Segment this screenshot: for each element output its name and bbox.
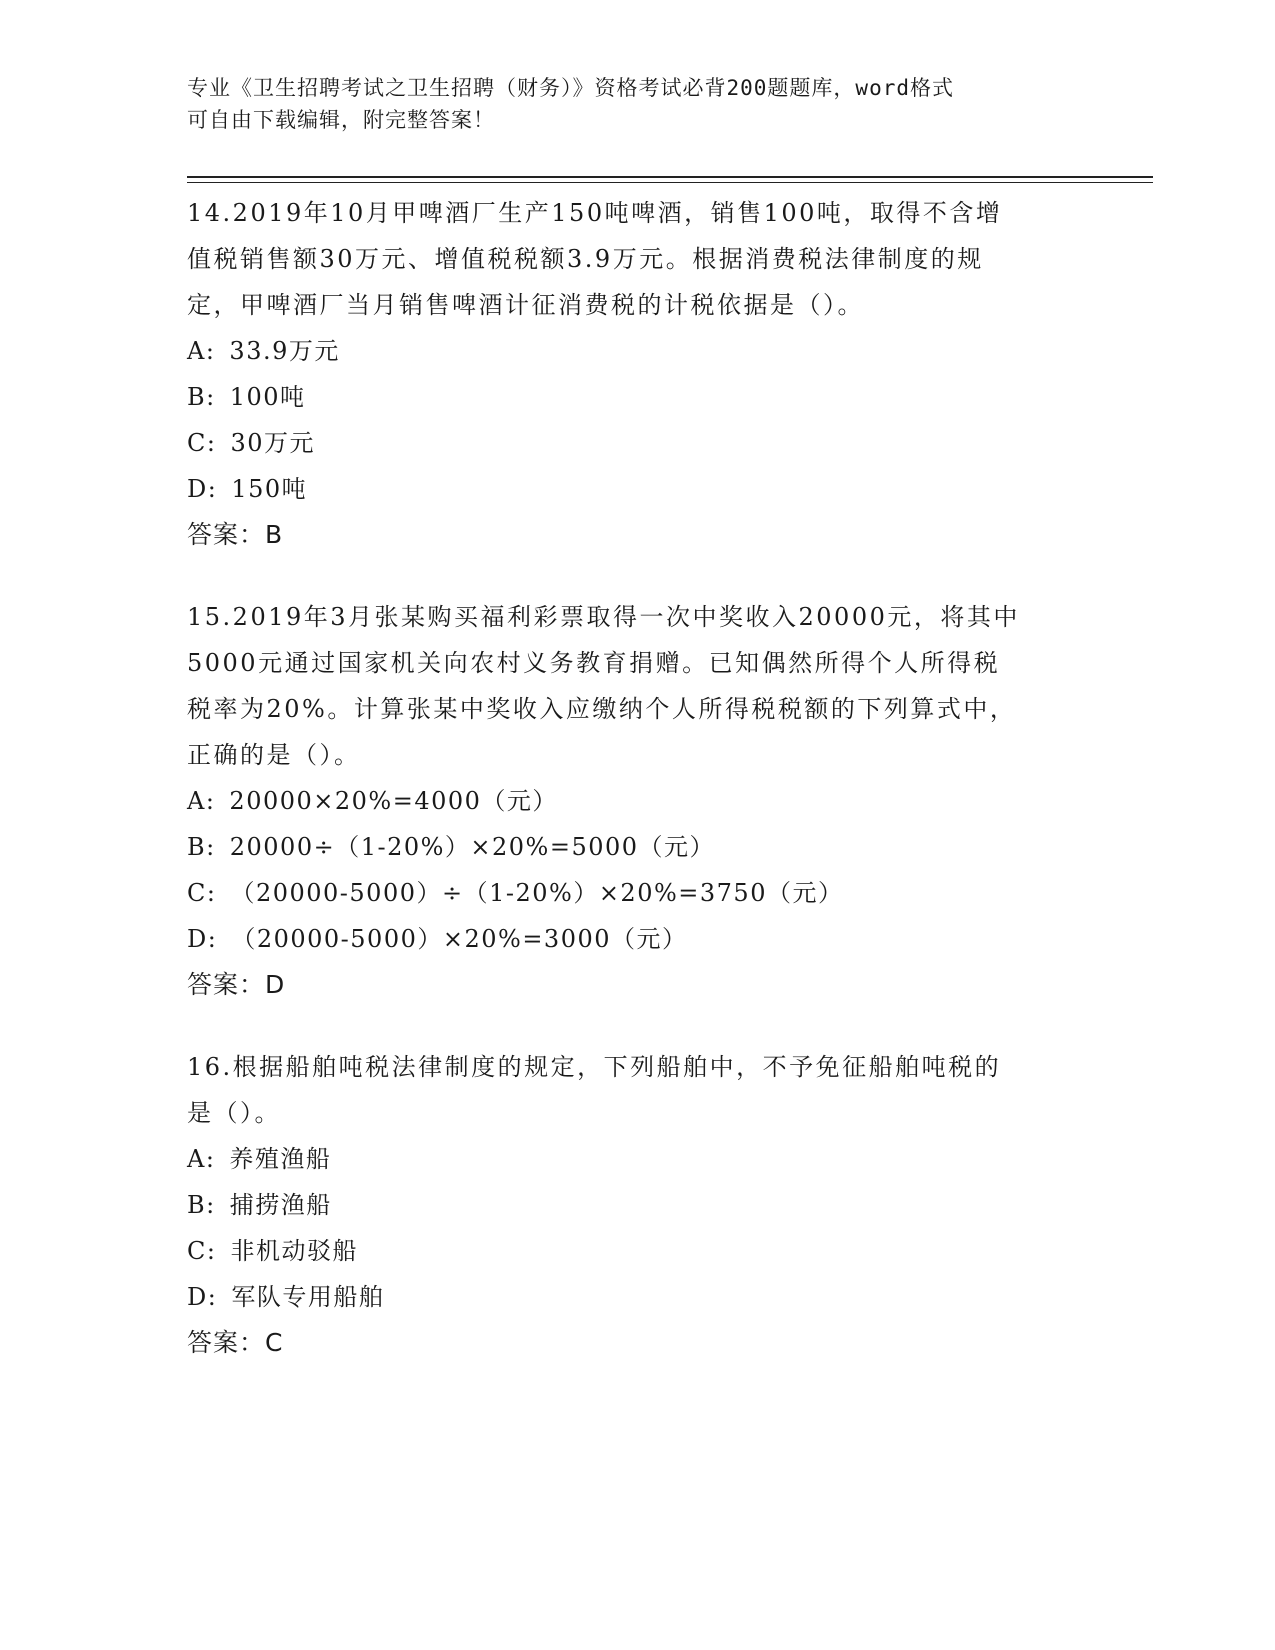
option-c: [187, 870, 1087, 916]
stem-line: 税率为20%。计算张某中奖收入应缴纳个人所得税税额的下列算式中，: [187, 695, 1017, 723]
question-stem: [187, 190, 1087, 328]
option-d: [187, 916, 1087, 962]
question-16: [187, 1044, 1087, 1366]
stem-line: 16.根据船舶吨税法律制度的规定，下列船舶中，不予免征船舶吨税的: [187, 1053, 1002, 1081]
option-letter: C:: [187, 429, 217, 457]
option-d: [187, 1274, 1087, 1320]
header-line-1: 专业《卫生招聘考试之卫生招聘（财务）》资格考试必背200题题库，word格式: [187, 76, 954, 100]
option-text: 非机动驳船: [230, 1237, 358, 1265]
stem-line: 14.2019年10月甲啤酒厂生产150吨啤酒，销售100吨，取得不含增: [187, 199, 1003, 227]
stem-line: 5000元通过国家机关向农村义务教育捐赠。已知偶然所得个人所得税: [187, 649, 1001, 677]
option-letter: B:: [187, 833, 216, 861]
question-15: [187, 594, 1087, 1008]
option-letter: B:: [187, 383, 216, 411]
option-c: [187, 420, 1087, 466]
option-text: （20000-5000）÷（1-20%）×20%=3750（元）: [230, 879, 844, 907]
option-letter: C:: [187, 879, 217, 907]
option-letter: C:: [187, 1237, 217, 1265]
option-a: [187, 1136, 1087, 1182]
stem-line: 定，甲啤酒厂当月销售啤酒计征消费税的计税依据是（）。: [187, 291, 864, 319]
answer-line: 答案：B: [187, 520, 284, 549]
option-letter: A:: [187, 1145, 216, 1173]
option-text: 150吨: [231, 475, 308, 503]
question-stem: [187, 1044, 1087, 1136]
option-text: 33.9万元: [229, 337, 340, 365]
option-b: [187, 1182, 1087, 1228]
option-d: [187, 466, 1087, 512]
option-text: 捕捞渔船: [229, 1191, 332, 1219]
header-line-2: 可自由下载编辑，附完整答案！: [187, 108, 495, 132]
option-text: 30万元: [230, 429, 315, 457]
question-14: [187, 190, 1087, 558]
option-text: 20000×20%=4000（元）: [229, 787, 558, 815]
stem-line: 15.2019年3月张某购买福利彩票取得一次中奖收入20000元，将其中: [187, 603, 1020, 631]
option-c: [187, 1228, 1087, 1274]
option-letter: A:: [187, 337, 216, 365]
stem-line: 值税销售额30万元、增值税税额3.9万元。根据消费税法律制度的规: [187, 245, 984, 273]
option-text: （20000-5000）×20%=3000（元）: [231, 925, 688, 953]
option-b: [187, 824, 1087, 870]
option-a: [187, 778, 1087, 824]
header-divider-thin: [187, 182, 1153, 183]
answer-line: 答案：D: [187, 970, 286, 999]
answer-line: 答案：C: [187, 1328, 284, 1357]
question-stem: [187, 594, 1087, 778]
option-b: [187, 374, 1087, 420]
question-list: [187, 190, 1087, 1402]
option-text: 100吨: [229, 383, 306, 411]
header-divider-thick: [187, 176, 1153, 178]
option-letter: D:: [187, 475, 218, 503]
option-letter: A:: [187, 787, 216, 815]
option-letter: D:: [187, 925, 218, 953]
document-header: [187, 72, 1067, 136]
stem-line: 是（）。: [187, 1099, 281, 1127]
option-text: 养殖渔船: [229, 1145, 332, 1173]
option-letter: D:: [187, 1283, 218, 1311]
option-text: 20000÷（1-20%）×20%=5000（元）: [229, 833, 716, 861]
stem-line: 正确的是（）。: [187, 741, 361, 769]
option-text: 军队专用船舶: [231, 1283, 385, 1311]
option-a: [187, 328, 1087, 374]
option-letter: B:: [187, 1191, 216, 1219]
